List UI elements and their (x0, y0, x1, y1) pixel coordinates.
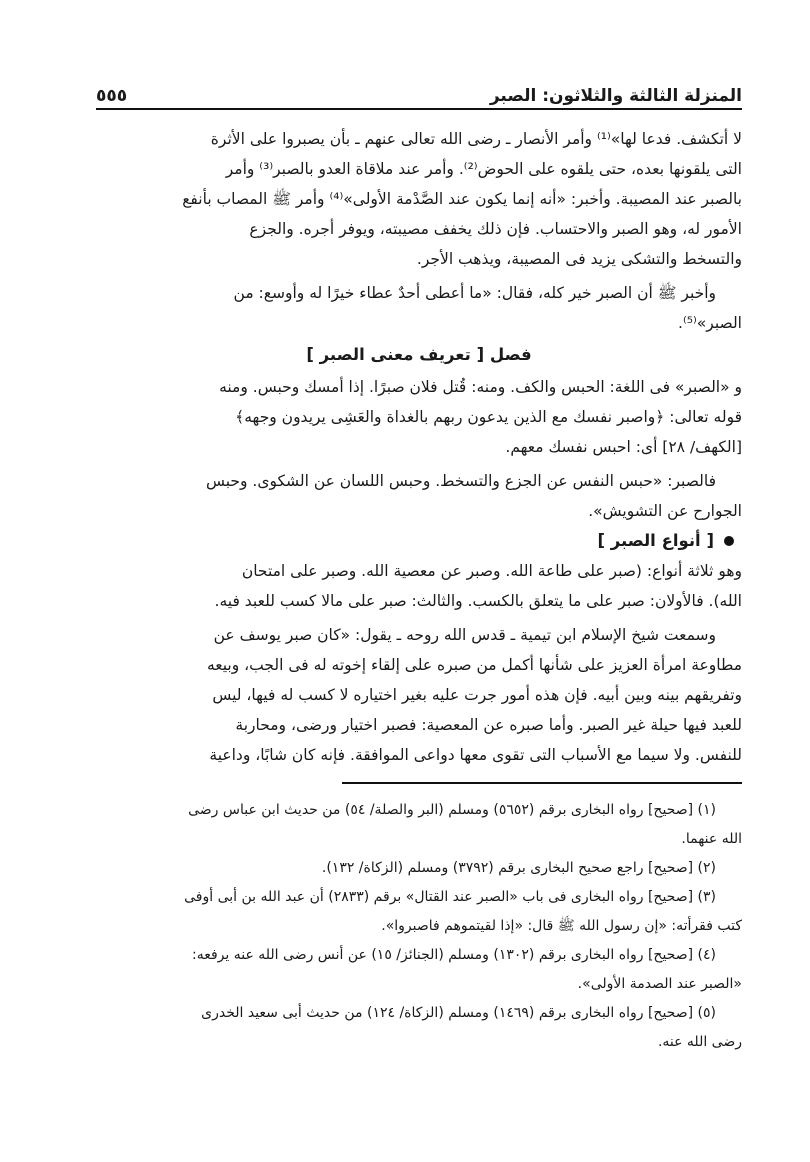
text-line: الصبر»⁽⁵⁾. (678, 314, 742, 332)
footnote-line: (٤) [صحيح] رواه البخارى برقم (١٣٠٢) ومسلم (الجنائز/ ١٥) عن أنس رضى الله عنه يرفعه: (192, 947, 716, 963)
subsection-title: [ أنواع الصبر ] (597, 531, 714, 550)
text-line: التى يلقونها بعده، حتى يلقوه على الحوض⁽²⁾. وأمر عند ملاقاة العدو بالصبر⁽³⁾ وأمر (225, 160, 742, 178)
text-line: للنفس. ولا سيما مع الأسباب التى تقوى معها دواعى الموافقة. فإنه كان شابًا، وداعية (209, 746, 742, 764)
text-line: والتسخط والتشكى يزيد فى المصيبة، ويذهب الأجر. (416, 250, 742, 268)
text-line: [الكهف/ ٢٨] أى: احبس نفسك معهم. (505, 438, 742, 456)
bullet-icon (724, 536, 734, 546)
footnote-line: «الصبر عند الصدمة الأولى». (577, 976, 742, 992)
text-line: الله). فالأولان: صبر على ما يتعلق بالكسب. والثالث: صبر على مالا كسب للعبد فيه. (214, 592, 742, 610)
footnotes (96, 796, 742, 1057)
text-line: فالصبر: «حبس النفس عن الجزع والتسخط. وحبس اللسان عن الشكوى. وحبس (205, 472, 716, 490)
footnote-line: (٥) [صحيح] رواه البخارى برقم (١٤٦٩) ومسلم (الزكاة/ ١٢٤) من حديث أبى سعيد الخدرى (201, 1005, 716, 1021)
footnote-line: رضى الله عنه. (657, 1034, 742, 1050)
text-line: للعبد فيها حيلة غير الصبر. وأما صبره عن المعصية: فصبر اختيار ورضى، ومحاربة (235, 716, 742, 734)
text-line: وأخبر ﷺ أن الصبر خير كله، فقال: «ما أعطى أحدٌ عطاء خيرًا له وأوسع: من (233, 284, 716, 302)
text-line: وسمعت شيخ الإسلام ابن تيمية ـ قدس الله روحه ـ يقول: «كان صبر يوسف عن (213, 626, 716, 644)
chapter-title: المنزلة الثالثة والثلاثون: الصبر (489, 86, 742, 106)
footnote-line: الله عنهما. (681, 831, 742, 847)
text-line: مطاوعة امرأة العزيز على شأنها أكمل من صبره على إلقاء إخوته له فى الجب، وبيعه (206, 656, 742, 674)
footnote-line: (٣) [صحيح] رواه البخارى فى باب «الصبر عند القتال» برقم (٢٨٣٣) أن عبد الله بن أبى أوفى (184, 889, 716, 905)
text-line: بالصبر عند المصيبة. وأخبر: «أنه إنما يكون عند الصَّدْمة الأولى»⁽⁴⁾ وأمر ﷺ المصاب بأنفع (182, 190, 742, 208)
text-line: الأمور له، وهو الصبر والاحتساب. فإن ذلك يخفف مصيبته، ويوفر أجره. والجزع (249, 220, 742, 238)
text-line: وتفريقهم بينه وبين أبيه. فإن هذه أمور جرت عليه بغير اختياره لا كسب له فيها، ليس (212, 686, 742, 704)
book-page (96, 80, 742, 1057)
text-line: وهو ثلاثة أنواع: (صبر على طاعة الله. وصبر عن معصية الله. وصبر على امتحان (241, 562, 742, 580)
footnote-line: (٢) [صحيح] راجع صحيح البخارى برقم (٣٧٩٢) ومسلم (الزكاة/ ١٣٢). (321, 860, 716, 876)
text-line: الجوارح عن التشويش». (588, 502, 742, 520)
page-number: ٥٥٥ (96, 86, 128, 106)
footnote-line: كتب فقرأته: «إن رسول الله ﷺ قال: «إذا لقيتموهم فاصبروا». (381, 918, 742, 934)
section-heading: فصل [ تعريف معنى الصبر ] (306, 345, 532, 364)
text-line: و «الصبر» فى اللغة: الحبس والكف. ومنه: قُتل فلان صبرًا. إذا أمسك وحبس. ومنه (219, 378, 742, 396)
running-header (96, 80, 742, 110)
text-line: قوله تعالى: ﴿واصبر نفسك مع الذين يدعون ربهم بالغداة والعَشِى يريدون وجهه﴾ (235, 408, 742, 426)
subsection-heading (96, 526, 742, 556)
text-line: لا أتكشف. فدعا لها»⁽¹⁾ وأمر الأنصار ـ رضى الله تعالى عنهم ـ بأن يصبروا على الأثرة (210, 130, 742, 148)
main-text (96, 124, 742, 770)
footnote-line: (١) [صحيح] رواه البخارى برقم (٥٦٥٢) ومسلم (البر والصلة/ ٥٤) من حديث ابن عباس رضى (188, 802, 716, 818)
footnote-divider (342, 782, 742, 784)
